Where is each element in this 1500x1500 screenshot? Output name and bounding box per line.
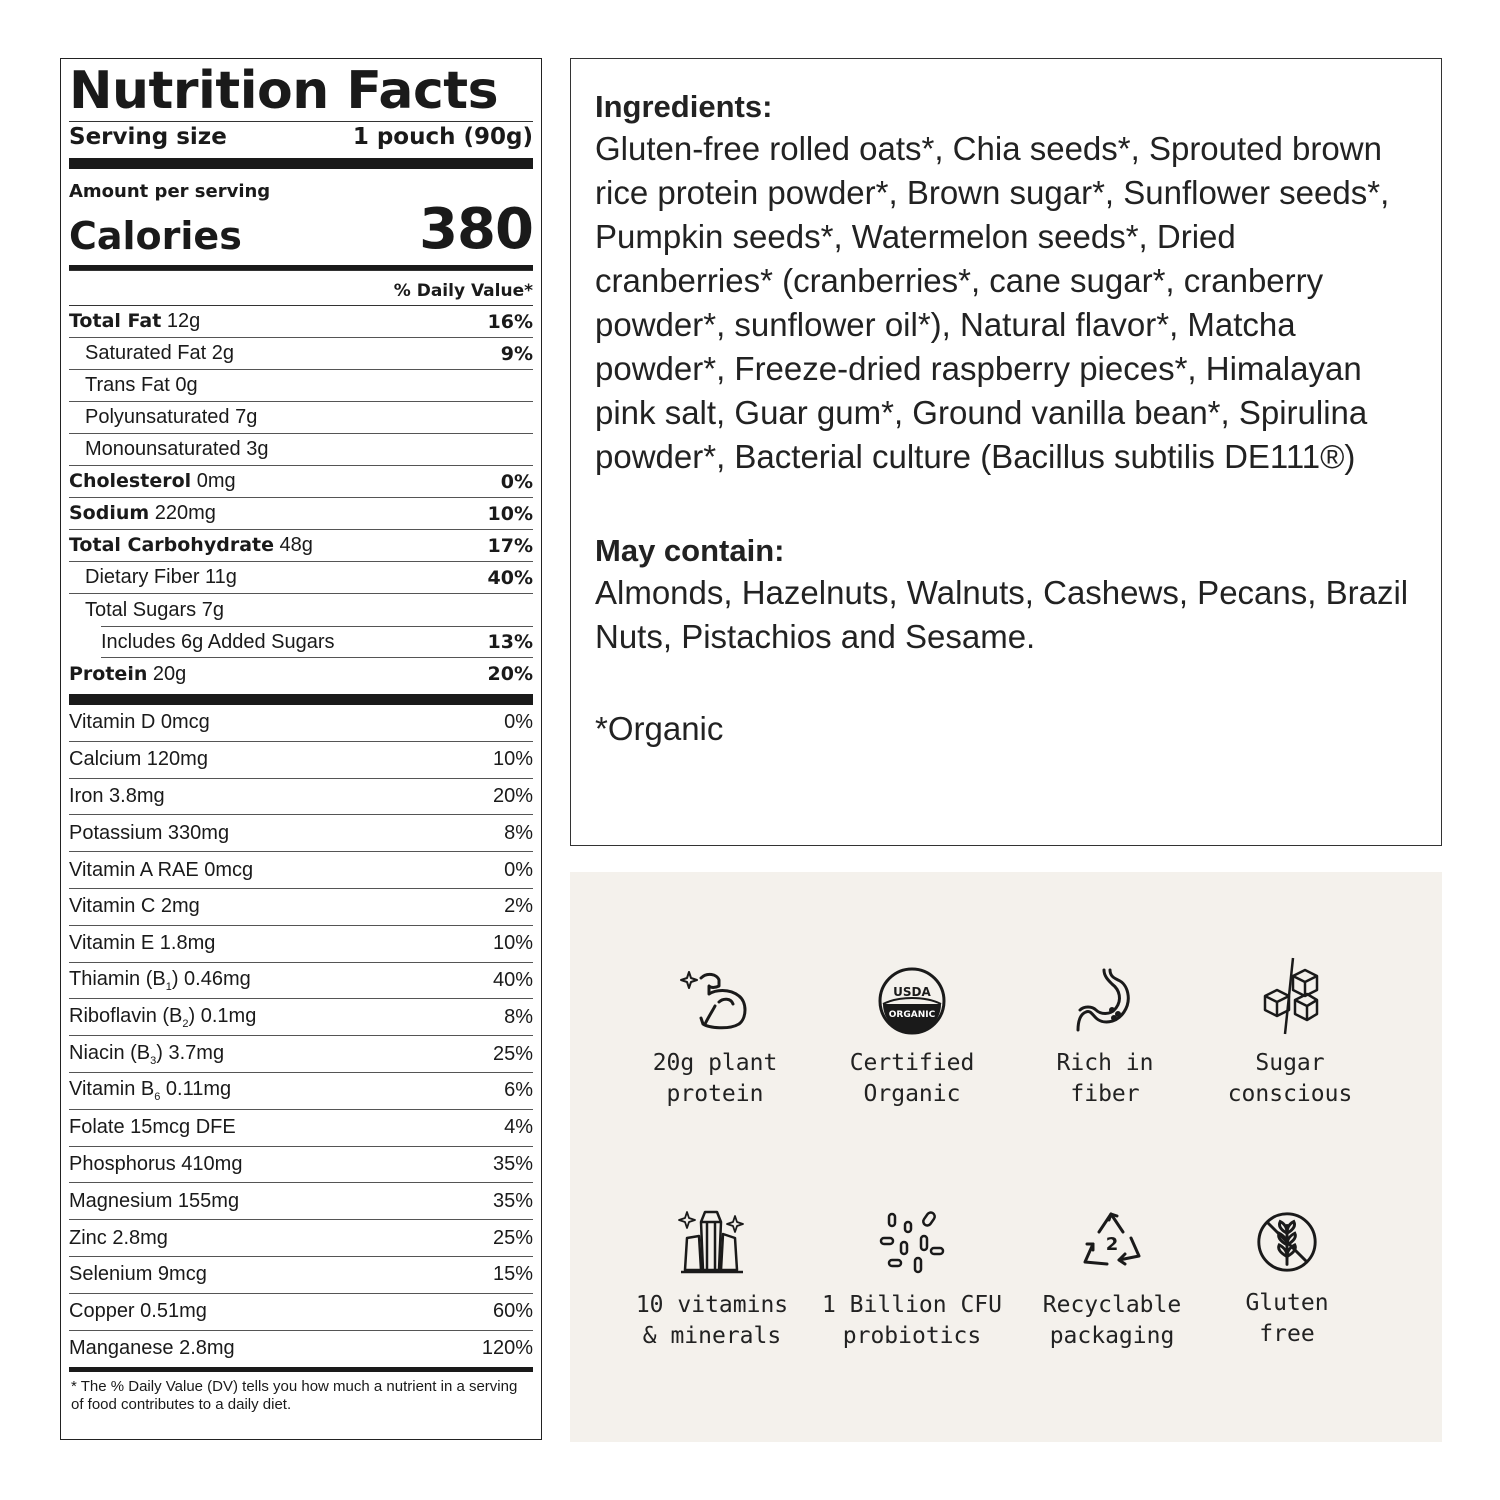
calories-row — [69, 197, 533, 262]
nutrient-amount: 0g — [175, 374, 198, 396]
vitamin-dv: 120% — [481, 1337, 533, 1360]
feature-label: Recyclable packaging — [1042, 1292, 1182, 1349]
feature-vitamins-minerals — [612, 1208, 812, 1352]
nutrient-dv: 10% — [487, 502, 533, 525]
nutrient-row-added-sugars — [101, 626, 533, 658]
recycle-icon — [1077, 1208, 1147, 1278]
nutrient-row-trans-fat — [69, 370, 533, 402]
vitamin-dv: 60% — [492, 1300, 533, 1323]
nutrient-row-saturated-fat — [69, 338, 533, 370]
nutrient-dv: 16% — [487, 310, 533, 333]
nutrient-dv: 13% — [487, 631, 533, 653]
vitamin-dv: 25% — [492, 1226, 533, 1249]
may-contain-heading: May contain: — [595, 533, 785, 568]
nutrient-row-total-sugars — [69, 594, 533, 626]
vitamin-dv: 20% — [492, 784, 533, 807]
seal-bottom-text: ORGANIC — [888, 1010, 936, 1020]
feature-label: 20g plant protein — [652, 1050, 778, 1107]
nutrient-name: Sodium — [69, 502, 150, 524]
vitamin-dv: 8% — [504, 1005, 533, 1028]
vitamin-row — [69, 815, 533, 852]
nutrient-name: Total Fat — [69, 310, 162, 332]
seal-top-text: USDA — [893, 985, 931, 999]
vitamin-name: Riboflavin $(B_2)$ 0.1mg — [69, 1004, 257, 1030]
vitamin-name: Copper 0.51mg — [69, 1300, 207, 1323]
nutrient-dv: 9% — [500, 342, 533, 365]
nutrient-row-total-carbohydrate — [69, 530, 533, 562]
vitamin-dv: 35% — [492, 1189, 533, 1212]
nutrient-name: Trans Fat — [85, 374, 170, 396]
vitamin-name: Iron 3.8mg — [69, 784, 165, 807]
vitamin-dv: 6% — [504, 1079, 533, 1102]
nutrient-name: Monounsaturated — [85, 438, 241, 460]
vitamin-row — [69, 1073, 533, 1110]
nutrient-amount: 7g — [201, 598, 224, 621]
stomach-icon — [1070, 966, 1140, 1036]
divider-thick — [69, 694, 533, 705]
nutrient-row-monounsaturated — [69, 434, 533, 466]
nutrient-row-dietary-fiber — [69, 562, 533, 594]
vitamin-name: Vitamin A RAE 0mcg — [69, 858, 254, 881]
nutrient-dv: 20% — [487, 663, 533, 685]
nutrition-facts-panel — [60, 58, 542, 1440]
vitamin-dv: 8% — [504, 821, 533, 844]
vitamin-dv: 10% — [492, 748, 533, 771]
organic-note: *Organic — [595, 710, 724, 747]
nutrient-amount: 2g — [211, 342, 234, 364]
nutrient-row-protein — [69, 658, 533, 690]
feature-plant-protein — [615, 966, 815, 1110]
vitamin-dv: 0% — [504, 858, 533, 881]
nutrient-row-polyunsaturated — [69, 402, 533, 434]
vitamin-row — [69, 1294, 533, 1331]
may-contain-text: Almonds, Hazelnuts, Walnuts, Cashews, Pecans, Brazil Nuts, Pistachios and Sesame. — [595, 574, 1409, 655]
recycle-number: 2 — [1105, 1234, 1119, 1255]
calories-value: 380 — [419, 197, 533, 262]
vitamin-row — [69, 963, 533, 1000]
vitamin-row — [69, 852, 533, 889]
feature-sugar-conscious — [1190, 956, 1390, 1110]
vitamin-name: Vitamin C 2mg — [69, 895, 200, 918]
vitamin-dv: 10% — [492, 932, 533, 955]
nutrient-row-cholesterol — [69, 466, 533, 498]
vitamin-row — [69, 999, 533, 1036]
vitamin-name: Folate 15mcg DFE — [69, 1116, 236, 1139]
vitamin-row — [69, 705, 533, 742]
nutrient-amount: 3g — [246, 438, 269, 460]
nutrition-title: Nutrition Facts — [69, 61, 499, 121]
vitamin-name: Manganese 2.8mg — [69, 1337, 235, 1360]
nutrient-name: Cholesterol — [69, 470, 192, 492]
vitamin-dv: 4% — [504, 1116, 533, 1139]
nutrient-amount: 48g — [279, 534, 313, 556]
vitamin-name: Potassium 330mg — [69, 821, 230, 844]
divider-thick — [69, 158, 533, 169]
nutrient-amount: 220mg — [154, 502, 216, 524]
probiotics-icon — [877, 1208, 947, 1278]
vitamin-name: Niacin $(B_3)$ 3.7mg — [69, 1041, 225, 1067]
feature-label: Rich in fiber — [1056, 1050, 1154, 1107]
crystals-icon — [677, 1208, 747, 1278]
feature-rich-in-fiber — [1005, 966, 1205, 1110]
ingredients-text: Gluten-free rolled oats*, Chia seeds*, Sprouted brown rice protein powder*, Brown sugar*, Sunflower seeds*, Pumpkin seeds*, Watermelon seeds*, Dried cranberries* (cranberries*, cane sugar*, cranberry powder*, sunflower oil*), Natural flavor*, Matcha powder*, Freeze-dried raspberry pieces*, Himalayan pink salt, Guar gum*, Ground vanilla bean*, Spirulina powder*, Bacterial culture (Bacillus subtilis DE111®) — [595, 130, 1390, 475]
vitamin-dv: 40% — [492, 968, 533, 991]
vitamin-row — [69, 1183, 533, 1220]
daily-value-header: % Daily Value* — [69, 270, 533, 306]
vitamin-row — [69, 926, 533, 963]
feature-label: Sugar conscious — [1227, 1050, 1353, 1107]
calories-label: Calories — [69, 214, 242, 258]
nutrient-row-total-fat — [69, 306, 533, 338]
usda-organic-seal-icon — [877, 966, 947, 1036]
feature-label: Gluten free — [1245, 1290, 1329, 1347]
flexed-arm-icon — [675, 966, 755, 1036]
vitamin-dv: 35% — [492, 1152, 533, 1175]
vitamin-name: Calcium 120mg — [69, 748, 208, 771]
feature-label: 10 vitamins & minerals — [635, 1292, 789, 1349]
vitamin-row — [69, 1036, 533, 1073]
feature-gluten-free — [1187, 1208, 1387, 1350]
sugar-cubes-icon — [1255, 956, 1325, 1036]
vitamin-row — [69, 1110, 533, 1147]
features-panel — [570, 872, 1442, 1442]
nutrient-name: Saturated Fat — [85, 342, 207, 364]
vitamin-name: Zinc 2.8mg — [69, 1226, 168, 1249]
vitamin-row — [69, 1147, 533, 1184]
daily-value-footnote: * The % Daily Value (DV) tells you how much a nutrient in a serving of food contributes to a daily diet. — [69, 1367, 533, 1414]
vitamin-row — [69, 742, 533, 779]
vitamin-dv: 0% — [504, 711, 533, 734]
vitamin-name: Thiamin $(B_1)$ 0.46mg — [69, 967, 251, 993]
vitamins-list — [69, 705, 533, 1367]
vitamin-row — [69, 889, 533, 926]
serving-size-value: 1 pouch (90g) — [352, 124, 533, 150]
vitamin-row — [69, 1257, 533, 1294]
nutrient-amount: 12g — [166, 310, 201, 332]
nutrient-name: Dietary Fiber — [85, 566, 200, 588]
vitamin-name: Selenium 9mcg — [69, 1263, 207, 1286]
nutrient-amount: 11g — [205, 566, 237, 588]
nutrient-name: Total Carbohydrate — [69, 534, 274, 556]
nutrient-name: Polyunsaturated — [85, 406, 230, 428]
vitamin-dv: 15% — [492, 1263, 533, 1286]
nutrient-amount: 20g — [152, 662, 187, 685]
vitamin-name: Phosphorus 410mg — [69, 1152, 243, 1175]
nutrient-name: Includes 6g Added Sugars — [101, 630, 335, 653]
vitamin-row — [69, 1331, 533, 1368]
ingredients-heading: Ingredients: — [595, 89, 773, 124]
nutrient-name: Total Sugars — [85, 598, 197, 621]
vitamin-name: Magnesium 155mg — [69, 1189, 240, 1212]
feature-label: 1 Billion CFU probiotics — [821, 1292, 1002, 1349]
serving-size-label: Serving size — [69, 124, 227, 150]
vitamin-dv: 25% — [492, 1042, 533, 1065]
vitamin-row — [69, 779, 533, 816]
feature-recyclable — [1012, 1208, 1212, 1352]
feature-label: Certified Organic — [849, 1050, 975, 1107]
nutrient-amount: 0mg — [196, 470, 236, 492]
vitamin-name: Vitamin $B_6$ 0.11mg — [69, 1078, 232, 1104]
vitamin-row — [69, 1220, 533, 1257]
amount-per-serving: Amount per serving — [69, 181, 271, 202]
serving-size-row — [69, 121, 533, 158]
feature-probiotics — [812, 1208, 1012, 1352]
nutrient-dv: 40% — [487, 566, 533, 589]
nutrient-row-sodium — [69, 498, 533, 530]
vitamin-name: Vitamin D 0mcg — [69, 711, 210, 734]
ingredients-panel — [570, 58, 1442, 846]
gluten-free-icon — [1252, 1208, 1322, 1276]
nutrient-dv: 0% — [500, 470, 533, 493]
feature-certified-organic — [812, 966, 1012, 1110]
nutrient-amount: 7g — [235, 406, 258, 428]
nutrient-name: Protein — [69, 662, 148, 685]
vitamin-dv: 2% — [504, 895, 533, 918]
nutrient-dv: 17% — [487, 534, 533, 557]
vitamin-name: Vitamin E 1.8mg — [69, 932, 216, 955]
